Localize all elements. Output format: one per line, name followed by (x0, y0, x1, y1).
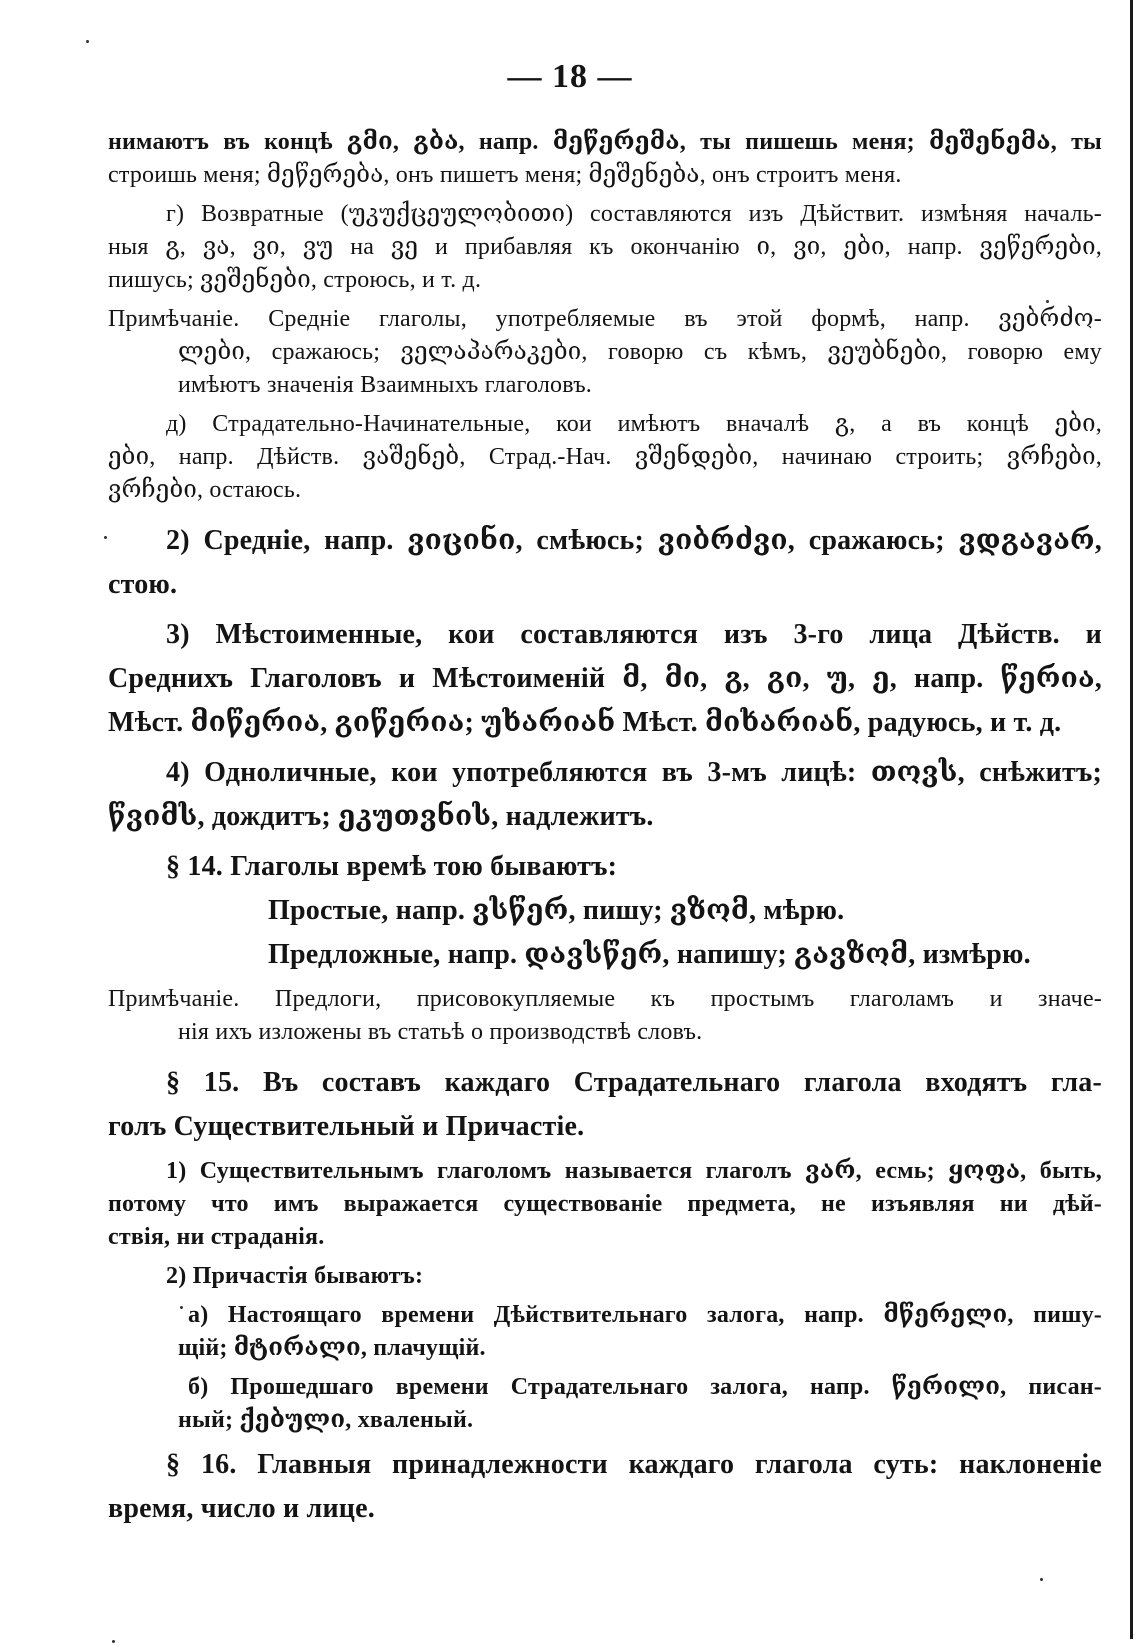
text-line: потому что имъ выражается существованіе предмета, не изъявляя ни дѣй- (108, 1191, 1102, 1217)
text-line: ный; ქებული, хваленый. (178, 1407, 474, 1433)
page-edge-rule (1130, 0, 1133, 1639)
text-line: имѣютъ значенія Взаимныхъ глаголовъ. (178, 372, 593, 398)
text-line: წვიმს, дождитъ; ეკუთვნის, надлежитъ. (108, 801, 654, 832)
text-line: голъ Существительный и Причастіе. (108, 1111, 585, 1142)
text-line: а) Настоящаго времени Дѣйствительнаго залога, напр. მწერელი, пишу- (188, 1302, 1102, 1328)
text-line: ები, напр. Дѣйств. ვაშენებ, Страд.-Нач. ვშენდები, начинаю строить; ვრჩები, (108, 444, 1102, 470)
text-line: нимаютъ въ концѣ გმი, გბა, напр. მეწერემა, ты пишешь меня; მეშენემა, ты (108, 129, 1102, 155)
text-line: Простые, напр. ვსწერ, пишу; ვზომ, мѣрю. (268, 895, 845, 926)
section-heading: § 16. Главныя принадлежности каждаго глагола суть: наклоненіе (166, 1449, 1102, 1480)
text-line: щій; მტირალი, плачущій. (178, 1335, 486, 1361)
text-line: 2) Причастія бываютъ: (166, 1263, 424, 1289)
text-line: ლები, сражаюсь; ველაპარაკები, говорю съ кѣмъ, ვეუბნები, говорю ему (178, 339, 1102, 365)
text-line: Примѣчаніе. Средніе глаголы, употребляемые въ этой формѣ, напр. ვებრძო- (108, 306, 1102, 332)
text-line: ныя გ, ვა, ვი, ვუ на ვე и прибавляя къ окончанію ი, ვი, ები, напр. ვეწერები, (108, 234, 1102, 260)
text-line: 2) Средніе, напр. ვიცინი, смѣюсь; ვიბრძვი, сражаюсь; ვდგავარ, (166, 525, 1102, 556)
text-line: б) Прошедшаго времени Страдательнаго залога, напр. წერილი, писан- (188, 1374, 1102, 1400)
text-line: г) Возвратные (უკუქცეულობითი) составляются изъ Дѣйствит. измѣняя началь- (166, 201, 1102, 227)
text-line: 1) Существительнымъ глаголомъ называется глаголъ ვარ, есмь; ყოფა, быть, (166, 1158, 1102, 1184)
text-line: 3) Мѣстоименные, кои составляются изъ 3-го лица Дѣйств. и (166, 619, 1102, 650)
scan-speck (104, 536, 107, 539)
text-line: стою. (108, 569, 178, 600)
page-body (108, 126, 1102, 1531)
text-line: пишусь; ვეშენები, строюсь, и т. д. (108, 267, 482, 293)
text-line: строишь меня; მეწერება, онъ пишетъ меня; მეშენება, онъ строитъ меня. (108, 162, 902, 188)
text-line: ვრჩები, остаюсь. (108, 477, 302, 503)
text-line: 4) Одноличные, кои употребляются въ 3-мъ лицѣ: თოვს, снѣжитъ; (166, 757, 1102, 788)
text-line: Среднихъ Глаголовъ и Мѣстоименій მ, მი, გ, გი, უ, ე, напр. წერია, (108, 663, 1102, 694)
text-line: Мѣст. მიწერია, გიწერია; უხარიან Мѣст. მიხარიან, радуюсь, и т. д. (108, 707, 1062, 738)
scan-speck (86, 40, 89, 43)
section-heading: § 15. Въ составъ каждаго Страдательнаго глагола входятъ гла- (166, 1067, 1102, 1098)
page-number: — 18 — (507, 58, 633, 95)
scan-speck (180, 1306, 183, 1309)
scan-speck (1040, 1578, 1043, 1581)
text-line: ствія, ни страданія. (108, 1224, 325, 1250)
text-line: время, число и лице. (108, 1493, 375, 1524)
section-heading: § 14. Глаголы времѣ тою бываютъ: (166, 851, 618, 882)
text-line: нія ихъ изложены въ статьѣ о производствѣ словъ. (178, 1019, 703, 1045)
scan-speck (1046, 300, 1049, 303)
text-line: Предложные, напр. დავსწერ, напишу; გავზომ, измѣрю. (268, 939, 1031, 970)
text-line: д) Страдательно-Начинательные, кои имѣютъ вначалѣ გ, а въ концѣ ები, (166, 411, 1102, 437)
text-line: Примѣчаніе. Предлоги, присовокупляемые къ простымъ глаголамъ и значе- (108, 986, 1102, 1012)
